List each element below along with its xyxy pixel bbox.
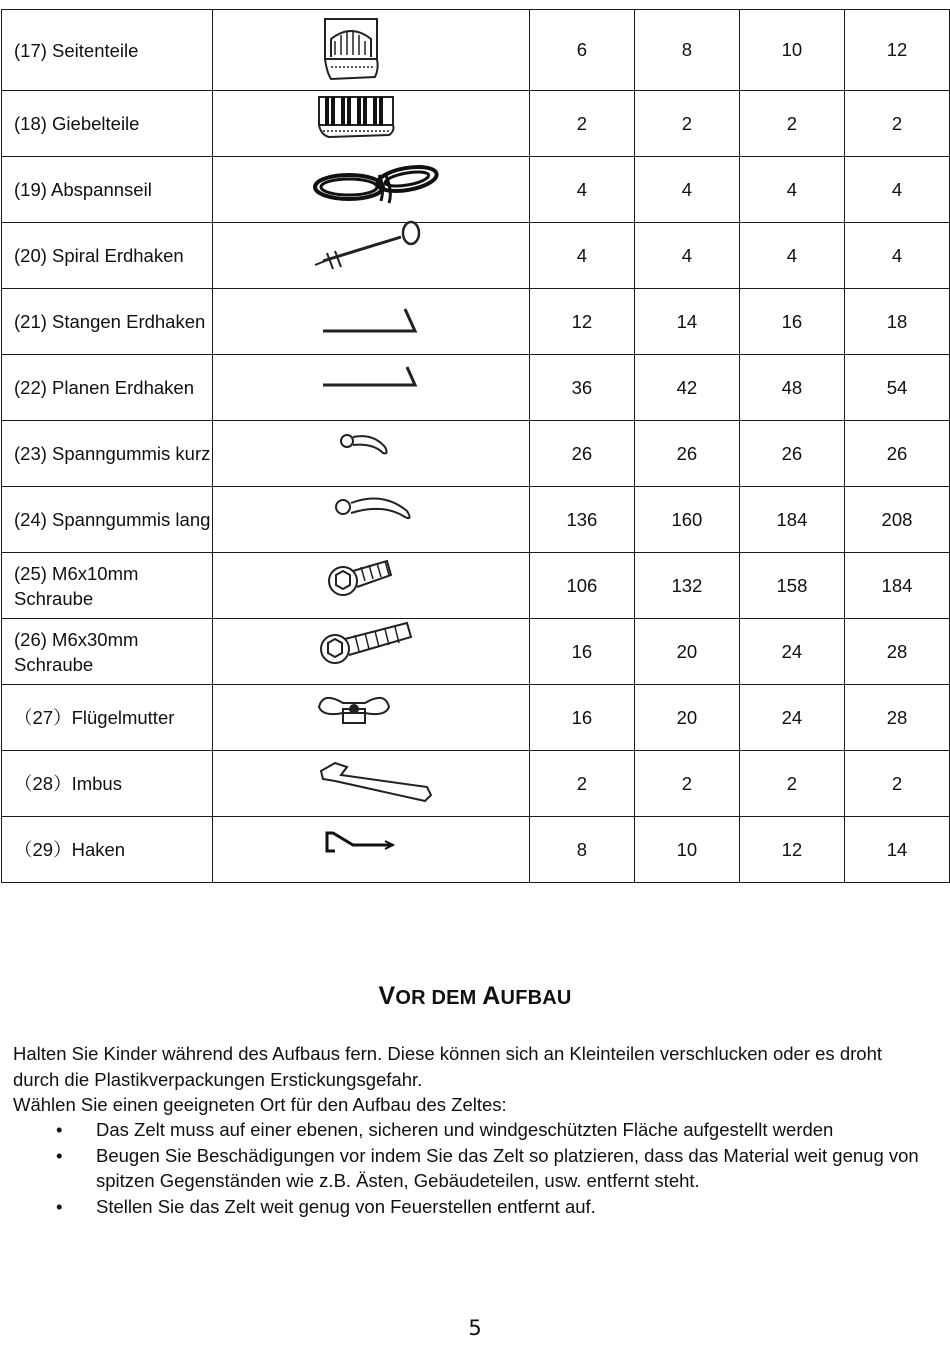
part-name: (26) M6x30mm Schraube xyxy=(2,619,213,685)
long-screw-icon xyxy=(313,619,433,685)
quantity-cell: 4 xyxy=(634,157,739,223)
table-row xyxy=(2,619,950,685)
part-name: (23) Spanngummis kurz xyxy=(2,421,213,487)
quantity-cell: 14 xyxy=(634,289,739,355)
part-illustration-cell xyxy=(212,355,529,421)
quantity-cell: 4 xyxy=(529,157,634,223)
table-row xyxy=(2,157,950,223)
part-illustration-cell xyxy=(212,223,529,289)
quantity-cell: 20 xyxy=(634,619,739,685)
quantity-cell: 208 xyxy=(844,487,949,553)
table-row xyxy=(2,355,950,421)
part-name: (25) M6x10mm Schraube xyxy=(2,553,213,619)
allen-key-icon xyxy=(313,751,433,817)
table-row xyxy=(2,91,950,157)
quantity-cell: 2 xyxy=(844,751,949,817)
short-screw-icon xyxy=(313,553,433,619)
quantity-cell: 2 xyxy=(844,91,949,157)
quantity-cell: 26 xyxy=(529,421,634,487)
quantity-cell: 160 xyxy=(634,487,739,553)
quantity-cell: 26 xyxy=(844,421,949,487)
part-illustration-cell xyxy=(212,751,529,817)
part-name: (18) Giebelteile xyxy=(2,91,213,157)
quantity-cell: 26 xyxy=(739,421,844,487)
part-illustration-cell xyxy=(212,619,529,685)
quantity-cell: 132 xyxy=(634,553,739,619)
part-illustration-cell xyxy=(212,553,529,619)
quantity-cell: 158 xyxy=(739,553,844,619)
bullet-dot: • xyxy=(56,1195,63,1217)
quantity-cell: 4 xyxy=(844,157,949,223)
part-name: (21) Stangen Erdhaken xyxy=(2,289,213,355)
quantity-cell: 54 xyxy=(844,355,949,421)
quantity-cell: 8 xyxy=(529,817,634,883)
quantity-cell: 48 xyxy=(739,355,844,421)
quantity-cell: 2 xyxy=(739,91,844,157)
location-bullet-list xyxy=(0,1117,940,1219)
part-illustration-cell xyxy=(212,157,529,223)
bullet-item: • Beugen Sie Beschädigungen vor indem Sie das Zelt so platzieren, dass das Material weit genug von spitzen Gegenständen wie z.B. Ästen, Gebäudeteilen, usw. entfernt steht. xyxy=(56,1144,919,1191)
part-illustration-cell xyxy=(212,487,529,553)
table-row xyxy=(2,685,950,751)
guy-rope-icon xyxy=(313,157,433,223)
quantity-cell: 106 xyxy=(529,553,634,619)
part-name: (22) Planen Erdhaken xyxy=(2,355,213,421)
quantity-cell: 12 xyxy=(529,289,634,355)
quantity-cell: 26 xyxy=(634,421,739,487)
pole-stake-icon xyxy=(313,289,433,355)
quantity-cell: 2 xyxy=(529,751,634,817)
location-lead-text: Wählen Sie einen geeigneten Ort für den Aufbau des Zeltes: xyxy=(13,1094,507,1115)
table-row xyxy=(2,289,950,355)
bullet-item: • Stellen Sie das Zelt weit genug von Feuerstellen entfernt auf. xyxy=(0,1194,940,1220)
part-name: （29）Haken xyxy=(2,817,213,883)
quantity-cell: 16 xyxy=(529,619,634,685)
section-heading: VOR DEM AUFBAU xyxy=(378,982,572,1010)
quantity-cell: 2 xyxy=(529,91,634,157)
long-bungee-icon xyxy=(313,487,433,553)
table-row xyxy=(2,751,950,817)
quantity-cell: 4 xyxy=(739,157,844,223)
side-panel-icon xyxy=(313,10,433,90)
quantity-cell: 136 xyxy=(529,487,634,553)
parts-list-table xyxy=(1,9,950,883)
quantity-cell: 10 xyxy=(634,817,739,883)
spiral-stake-icon xyxy=(313,223,433,289)
part-name: (24) Spanngummis lang xyxy=(2,487,213,553)
quantity-cell: 4 xyxy=(529,223,634,289)
quantity-cell: 28 xyxy=(844,685,949,751)
quantity-cell: 4 xyxy=(634,223,739,289)
hook-icon xyxy=(313,817,433,883)
part-name: （28）Imbus xyxy=(2,751,213,817)
quantity-cell: 24 xyxy=(739,685,844,751)
quantity-cell: 28 xyxy=(844,619,949,685)
table-row xyxy=(2,10,950,91)
bullet-dot: • xyxy=(56,1119,63,1140)
tarp-stake-icon xyxy=(313,355,433,421)
quantity-cell: 24 xyxy=(739,619,844,685)
quantity-cell: 12 xyxy=(844,10,949,91)
quantity-cell: 36 xyxy=(529,355,634,421)
part-illustration-cell xyxy=(212,685,529,751)
part-illustration-cell xyxy=(212,421,529,487)
part-illustration-cell xyxy=(212,10,529,91)
safety-warning-text: Halten Sie Kinder während des Aufbaus fern. Diese können sich an Kleinteilen verschlucken oder es droht durch die Plastikverpackungen Erstickungsgefahr. xyxy=(13,1043,882,1090)
quantity-cell: 14 xyxy=(844,817,949,883)
table-row xyxy=(2,223,950,289)
table-row xyxy=(2,817,950,883)
quantity-cell: 184 xyxy=(739,487,844,553)
quantity-cell: 6 xyxy=(529,10,634,91)
table-row xyxy=(2,487,950,553)
table-row xyxy=(2,553,950,619)
quantity-cell: 16 xyxy=(529,685,634,751)
part-illustration-cell xyxy=(212,91,529,157)
quantity-cell: 2 xyxy=(739,751,844,817)
gable-panel-icon xyxy=(313,91,433,157)
quantity-cell: 8 xyxy=(634,10,739,91)
quantity-cell: 12 xyxy=(739,817,844,883)
part-name: (19) Abspannseil xyxy=(2,157,213,223)
quantity-cell: 16 xyxy=(739,289,844,355)
table-row xyxy=(2,421,950,487)
part-illustration-cell xyxy=(212,817,529,883)
quantity-cell: 184 xyxy=(844,553,949,619)
wing-nut-icon xyxy=(313,685,433,751)
part-illustration-cell xyxy=(212,289,529,355)
quantity-cell: 42 xyxy=(634,355,739,421)
short-bungee-icon xyxy=(313,421,433,487)
quantity-cell: 4 xyxy=(739,223,844,289)
bullet-dot: • xyxy=(56,1144,63,1166)
part-name: (20) Spiral Erdhaken xyxy=(2,223,213,289)
quantity-cell: 2 xyxy=(634,91,739,157)
part-name: (17) Seitenteile xyxy=(2,10,213,91)
page-number: 5 xyxy=(468,1316,482,1340)
quantity-cell: 2 xyxy=(634,751,739,817)
quantity-cell: 10 xyxy=(739,10,844,91)
bullet-item: • Das Zelt muss auf einer ebenen, sicheren und windgeschützten Fläche aufgestellt werden xyxy=(0,1117,940,1143)
part-name: （27）Flügelmutter xyxy=(2,685,213,751)
quantity-cell: 4 xyxy=(844,223,949,289)
quantity-cell: 20 xyxy=(634,685,739,751)
quantity-cell: 18 xyxy=(844,289,949,355)
